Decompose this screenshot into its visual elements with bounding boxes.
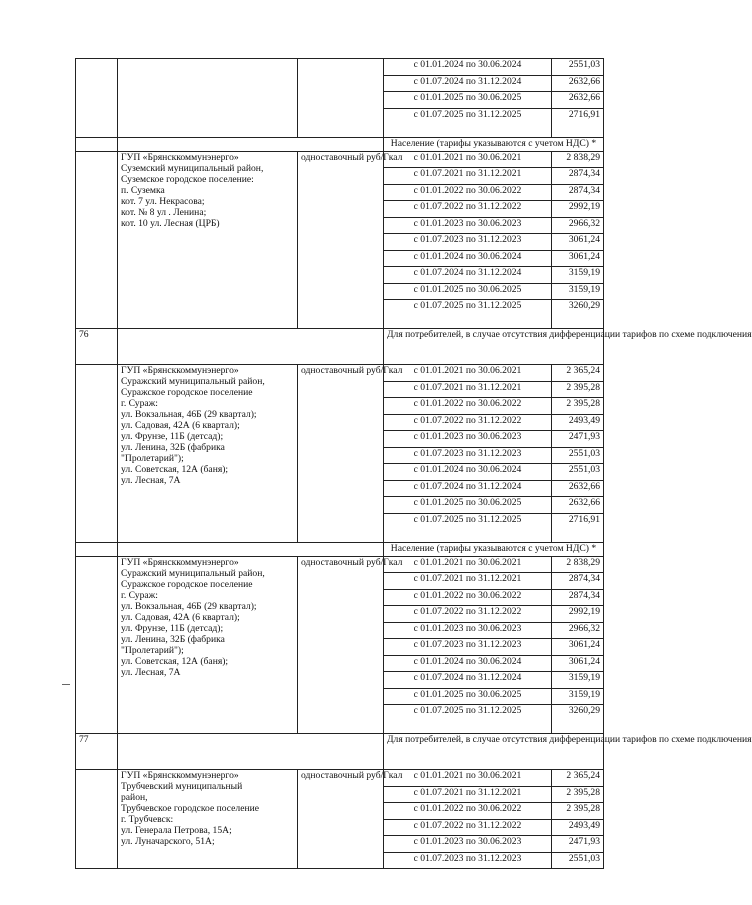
org-line: п. Суземка xyxy=(121,184,165,196)
period-cell: с 01.07.2025 по 31.12.2025 xyxy=(384,705,552,734)
period-cell: с 01.07.2021 по 31.12.2021 xyxy=(384,573,552,590)
period-cell: с 01.07.2022 по 31.12.2022 xyxy=(384,606,552,623)
period-cell: с 01.07.2022 по 31.12.2022 xyxy=(384,201,552,218)
num-cell xyxy=(76,59,118,138)
period-cell: с 01.07.2023 по 31.12.2023 xyxy=(384,234,552,251)
value-cell: 2551,03 xyxy=(552,447,604,464)
value-cell: 3061,24 xyxy=(552,250,604,267)
period-cell: с 01.01.2025 по 30.06.2025 xyxy=(384,688,552,705)
empty-cell xyxy=(118,137,384,151)
org-line: г. Сураж: xyxy=(121,398,158,409)
value-cell: 2874,34 xyxy=(552,168,604,185)
period-cell: с 01.01.2024 по 30.06.2024 xyxy=(384,464,552,481)
period-cell: с 01.01.2022 по 30.06.2022 xyxy=(384,589,552,606)
org-line: Трубчевское городское поселение xyxy=(121,803,259,814)
value-cell: 2992,19 xyxy=(552,201,604,218)
period-cell: с 01.07.2021 по 31.12.2021 xyxy=(384,786,552,803)
section-row xyxy=(76,137,604,151)
value-cell: 3260,29 xyxy=(552,705,604,734)
org-line: ул. Садовая, 42А (6 квартал); xyxy=(121,420,240,431)
value-cell: 2716,91 xyxy=(552,513,604,542)
empty-cell xyxy=(118,329,384,365)
section-title: Для потребителей, в случае отсутствия дифференциации тарифов по схеме подключения xyxy=(384,734,604,770)
org-cell xyxy=(118,59,298,138)
row-number: 76 xyxy=(76,329,118,365)
value-cell: 2966,32 xyxy=(552,622,604,639)
period-cell: с 01.01.2023 по 30.06.2023 xyxy=(384,431,552,448)
period-cell: с 01.07.2022 по 31.12.2022 xyxy=(384,819,552,836)
value-cell: 3159,19 xyxy=(552,267,604,284)
period-cell: с 01.01.2023 по 30.06.2023 xyxy=(384,622,552,639)
value-cell: 2 395,28 xyxy=(552,398,604,415)
period-cell: с 01.01.2021 по 30.06.2021 xyxy=(384,556,552,573)
row-number xyxy=(76,542,118,556)
section-title: Население (тарифы указываются с учетом НДС) * xyxy=(384,137,604,151)
section-title: Население (тарифы указываются с учетом НДС) * xyxy=(384,542,604,556)
value-cell: 2493,49 xyxy=(552,819,604,836)
org-line: Суражский муниципальный район, xyxy=(121,376,265,387)
table-row xyxy=(76,151,604,168)
value-cell: 3159,19 xyxy=(552,672,604,689)
value-cell: 2 365,24 xyxy=(552,770,604,787)
period-cell: с 01.07.2024 по 31.12.2024 xyxy=(384,480,552,497)
period-cell: с 01.01.2022 по 30.06.2022 xyxy=(384,184,552,201)
period-cell: с 01.07.2025 по 31.12.2025 xyxy=(384,300,552,329)
value-cell: 2632,66 xyxy=(552,92,604,109)
table-row xyxy=(76,556,604,573)
org-line: ул. Фрунзе, 11Б (детсад); xyxy=(121,431,224,442)
org-line: ул. Фрунзе, 11Б (детсад); xyxy=(121,622,224,634)
value-cell: 2 395,28 xyxy=(552,786,604,803)
org-line: ГУП «Брянсккоммунэнерго» xyxy=(121,770,239,781)
org-line: ул. Лесная, 7А xyxy=(121,475,181,486)
period-cell: с 01.07.2024 по 31.12.2024 xyxy=(384,267,552,284)
period-cell: с 01.01.2025 по 30.06.2025 xyxy=(384,283,552,300)
org-line: ул. Советская, 12А (баня); xyxy=(121,464,229,475)
value-cell: 2 365,24 xyxy=(552,365,604,382)
period-cell: с 01.07.2023 по 31.12.2023 xyxy=(384,639,552,656)
organization-cell xyxy=(118,556,298,734)
value-cell: 2874,34 xyxy=(552,589,604,606)
period-cell: с 01.07.2024 по 31.12.2024 xyxy=(384,672,552,689)
org-line: кот. № 8 ул . Ленина; xyxy=(121,206,207,218)
period-cell: с 01.01.2024 по 30.06.2024 xyxy=(384,59,552,76)
org-line: ГУП «Брянсккоммунэнерго» xyxy=(121,365,239,376)
value-cell: 2471,93 xyxy=(552,431,604,448)
num-cell xyxy=(76,365,118,543)
period-cell: с 01.01.2022 по 30.06.2022 xyxy=(384,803,552,820)
period-cell: с 01.07.2023 по 31.12.2023 xyxy=(384,852,552,869)
org-line: ГУП «Брянсккоммунэнерго» xyxy=(121,151,239,163)
value-cell: 2 395,28 xyxy=(552,381,604,398)
org-line: ул. Вокзальная, 46Б (29 квартал); xyxy=(121,600,257,612)
margin-mark xyxy=(62,684,70,685)
unit-cell: одноставочный руб/Гкал xyxy=(298,556,384,734)
organization-cell xyxy=(118,770,298,869)
period-cell: с 01.01.2023 по 30.06.2023 xyxy=(384,836,552,853)
value-cell: 2551,03 xyxy=(552,464,604,481)
org-line: Суземское городское поселение: xyxy=(121,173,254,185)
org-line: ул. Лесная, 7А xyxy=(121,666,181,678)
org-line: ул. Советская, 12А (баня); xyxy=(121,655,229,667)
period-cell: с 01.01.2023 по 30.06.2023 xyxy=(384,217,552,234)
org-line: ГУП «Брянсккоммунэнерго» xyxy=(121,556,239,568)
org-line: ул. Ленина, 32Б (фабрика xyxy=(121,633,225,645)
value-cell: 2966,32 xyxy=(552,217,604,234)
value-cell: 2874,34 xyxy=(552,573,604,590)
empty-cell xyxy=(118,542,384,556)
section-title: Для потребителей, в случае отсутствия дифференциации тарифов по схеме подключения xyxy=(384,329,604,365)
organization-cell xyxy=(118,365,298,543)
period-cell: с 01.07.2024 по 31.12.2024 xyxy=(384,75,552,92)
period-cell: с 01.07.2025 по 31.12.2025 xyxy=(384,513,552,542)
unit-cell: одноставочный руб/Гкал xyxy=(298,365,384,543)
section-row xyxy=(76,734,604,770)
value-cell: 3159,19 xyxy=(552,283,604,300)
period-cell: с 01.01.2024 по 30.06.2024 xyxy=(384,655,552,672)
value-cell: 2551,03 xyxy=(552,59,604,76)
org-line: ул. Вокзальная, 46Б (29 квартал); xyxy=(121,409,257,420)
value-cell: 2493,49 xyxy=(552,414,604,431)
organization-cell xyxy=(118,151,298,329)
org-line: г. Сураж: xyxy=(121,589,158,601)
num-cell xyxy=(76,151,118,329)
period-cell: с 01.01.2021 по 30.06.2021 xyxy=(384,151,552,168)
org-line: "Пролетарий"); xyxy=(121,644,184,656)
org-line: ул. Луначарского, 51А; xyxy=(121,836,215,847)
period-cell: с 01.01.2021 по 30.06.2021 xyxy=(384,770,552,787)
period-cell: с 01.07.2021 по 31.12.2021 xyxy=(384,168,552,185)
org-line: кот. 7 ул. Некрасова; xyxy=(121,195,205,207)
table-row xyxy=(76,365,604,382)
org-line: Трубчевский муниципальный xyxy=(121,781,243,792)
unit-cell: одноставочный руб/Гкал xyxy=(298,770,384,869)
section-row xyxy=(76,329,604,365)
org-line: ул. Садовая, 42А (6 квартал); xyxy=(121,611,240,623)
empty-cell xyxy=(118,734,384,770)
period-cell: с 01.07.2022 по 31.12.2022 xyxy=(384,414,552,431)
value-cell: 2874,34 xyxy=(552,184,604,201)
value-cell: 3061,24 xyxy=(552,639,604,656)
value-cell: 2632,66 xyxy=(552,75,604,92)
org-line: район, xyxy=(121,792,148,803)
period-cell: с 01.07.2025 по 31.12.2025 xyxy=(384,108,552,137)
value-cell: 2551,03 xyxy=(552,852,604,869)
period-cell: с 01.01.2025 по 30.06.2025 xyxy=(384,497,552,514)
org-line: Суражский муниципальный район, xyxy=(121,567,265,579)
row-number xyxy=(76,137,118,151)
value-cell: 2 838,29 xyxy=(552,151,604,168)
value-cell: 2 838,29 xyxy=(552,556,604,573)
org-line: ул. Генерала Петрова, 15А; xyxy=(121,825,232,836)
org-line: "Пролетарий"); xyxy=(121,453,184,464)
value-cell: 2992,19 xyxy=(552,606,604,623)
tariff-table xyxy=(75,58,752,869)
table-row xyxy=(76,770,604,787)
org-line: ул. Ленина, 32Б (фабрика xyxy=(121,442,225,453)
unit-cell: одноставочный руб/Гкал xyxy=(298,151,384,329)
org-line: кот. 10 ул. Лесная (ЦРБ) xyxy=(121,217,220,229)
value-cell: 3061,24 xyxy=(552,655,604,672)
org-line: г. Трубчевск: xyxy=(121,814,174,825)
value-cell: 2632,66 xyxy=(552,497,604,514)
value-cell: 3061,24 xyxy=(552,234,604,251)
period-cell: с 01.01.2022 по 30.06.2022 xyxy=(384,398,552,415)
num-cell xyxy=(76,556,118,734)
section-row xyxy=(76,542,604,556)
value-cell: 2471,93 xyxy=(552,836,604,853)
period-cell: с 01.01.2025 по 30.06.2025 xyxy=(384,92,552,109)
period-cell: с 01.07.2021 по 31.12.2021 xyxy=(384,381,552,398)
unit-cell xyxy=(298,59,384,138)
value-cell: 2716,91 xyxy=(552,108,604,137)
value-cell: 2632,66 xyxy=(552,480,604,497)
value-cell: 2 395,28 xyxy=(552,803,604,820)
org-line: Суземский муниципальный район, xyxy=(121,162,264,174)
period-cell: с 01.01.2021 по 30.06.2021 xyxy=(384,365,552,382)
num-cell xyxy=(76,770,118,869)
org-line: Суражское городское поселение xyxy=(121,578,253,590)
period-cell: с 01.07.2023 по 31.12.2023 xyxy=(384,447,552,464)
value-cell: 3260,29 xyxy=(552,300,604,329)
row-number: 77 xyxy=(76,734,118,770)
table-row xyxy=(76,59,604,76)
period-cell: с 01.01.2024 по 30.06.2024 xyxy=(384,250,552,267)
value-cell: 3159,19 xyxy=(552,688,604,705)
org-line: Суражское городское поселение xyxy=(121,387,253,398)
